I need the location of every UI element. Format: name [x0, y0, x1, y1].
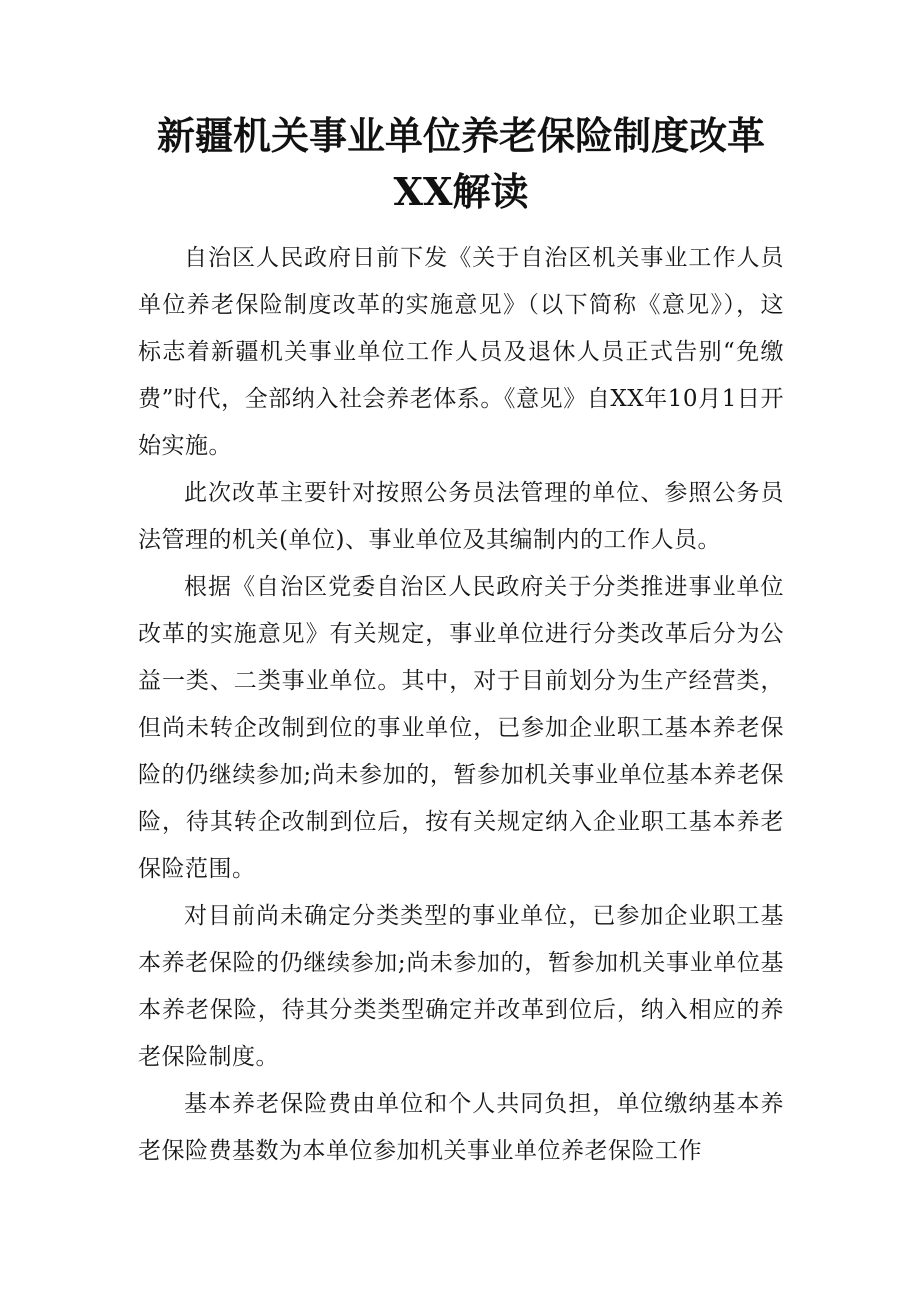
document-body: [138, 235, 784, 1175]
paragraph-scope: 此次改革主要针对按照公务员法管理的单位、参照公务员法管理的机关(单位)、事业单位及其编制内的工作人员。: [138, 480, 784, 553]
paragraph-unclassified-units: 对目前尚未确定分类类型的事业单位，已参加企业职工基本养老保险的仍继续参加;尚未参加的，暂参加机关事业单位基本养老保险，待其分类类型确定并改革到位后，纳入相应的养老保险制度。: [138, 903, 784, 1070]
paragraph-contributions: 基本养老保险费由单位和个人共同负担，单位缴纳基本养老保险费基数为本单位参加机关事业单位养老保险工作: [138, 1091, 784, 1164]
paragraph-classification: 根据《自治区党委自治区人民政府关于分类推进事业单位改革的实施意见》有关规定，事业单位进行分类改革后分为公益一类、二类事业单位。其中，对于目前划分为生产经营类，但尚未转企改制到位的事业单位，已参加企业职工基本养老保险的仍继续参加;尚未参加的，暂参加机关事业单位基本养老保险，待其转企改制到位后，按有关规定纳入企业职工基本养老保险范围。: [138, 574, 784, 882]
paragraph-announcement: 自治区人民政府日前下发《关于自治区机关事业工作人员单位养老保险制度改革的实施意见》（以下简称《意见》），这标志着新疆机关事业单位工作人员及退休人员正式告别“免缴费”时代，全部纳入社会养老体系。《意见》自XX年10月1日开始实施。: [138, 245, 784, 459]
document-page: [138, 108, 784, 1175]
document-title: 新疆机关事业单位养老保险制度改革XX解读: [156, 113, 765, 214]
